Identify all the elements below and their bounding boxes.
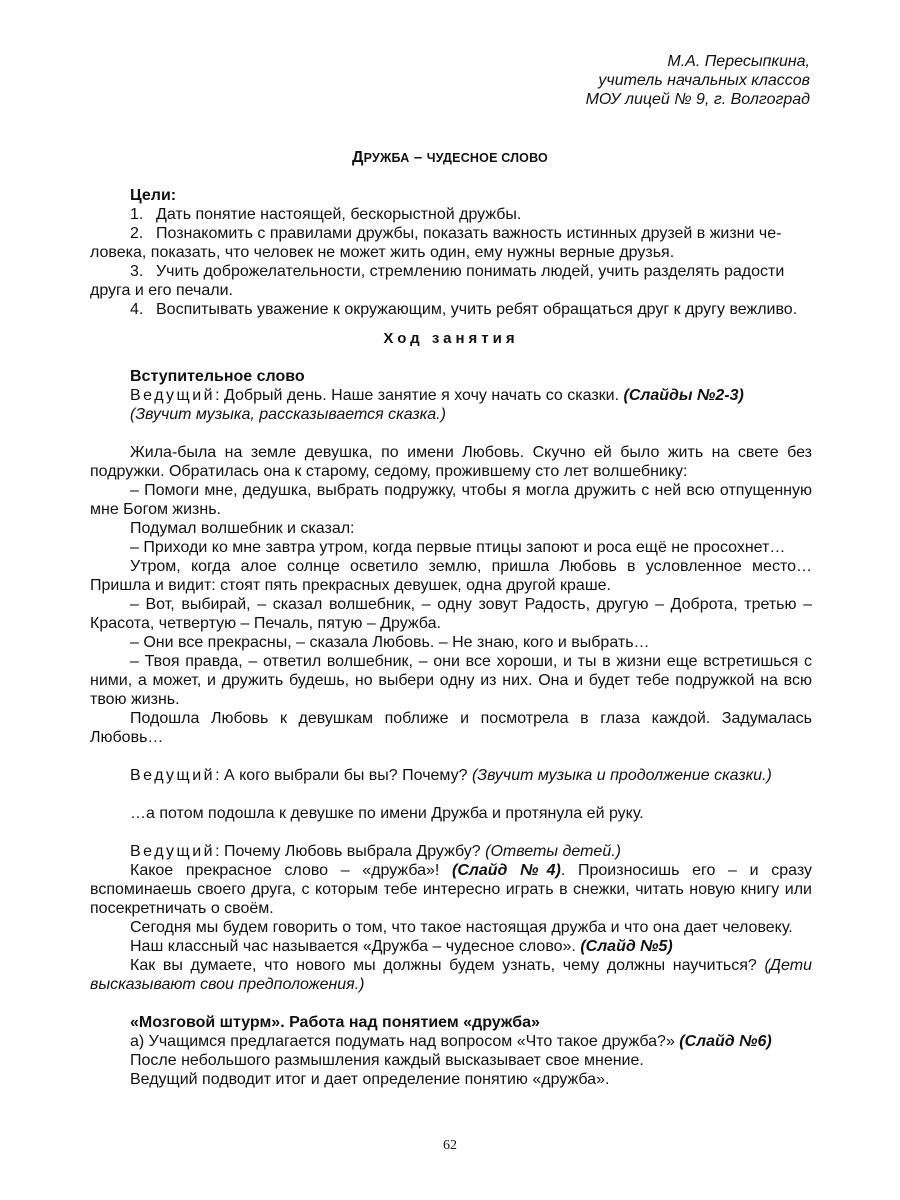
tale-paragraph: Утром, когда алое солнце осветило землю, пришла Любовь в условленное место… Пришла и видит: стоят пять прекрасных девушек, одна другой краше. xyxy=(90,558,812,594)
tale-paragraph: Жила-была на земле девушка, по имени Любовь. Скучно ей было жить на свете без подружки. Обратилась она к старому, седому, прожившему сто лет волшебнику: xyxy=(90,444,812,480)
paragraph: После небольшого размышления каждый высказывает свое мнение. xyxy=(130,1052,644,1069)
title-upper: РУЖБА xyxy=(363,151,410,165)
slide-ref: (Слайды №2-3) xyxy=(623,387,744,404)
stage-direction: (Звучит музыка и продолжение сказки.) xyxy=(471,767,772,784)
goals-heading: Цели: xyxy=(130,187,177,204)
paragraph: Как вы думаете, что нового мы должны будем узнать, чему должны научиться? (Дети высказывают свои предположения.) xyxy=(90,957,812,993)
host-question: Ведущий: А кого выбрали бы вы? Почему? (Звучит музыка и продолжение сказки.) xyxy=(130,767,772,784)
paragraph: а) Учащимся предлагается подумать над вопросом «Что такое дружба?» (Слайд №6) xyxy=(130,1033,772,1050)
tale-paragraph: – Вот, выбирай, – сказал волшебник, – одну зовут Радость, другую – Доброта, третью – Красота, четвертую – Печаль, пятую – Дружба. xyxy=(90,596,812,632)
tale-paragraph: – Они все прекрасны, – сказала Любовь. – Не знаю, кого и выбрать… xyxy=(130,634,650,651)
host-label: Ведущий xyxy=(130,767,216,784)
document-title xyxy=(90,148,810,168)
stage-direction: (Звучит музыка, рассказывается сказка.) xyxy=(130,406,446,423)
paragraph: Сегодня мы будем говорить о том, что такое настоящая дружба и что она дает человеку. xyxy=(130,919,793,936)
paragraph: Какое прекрасное слово – «дружба»! (Слайд №4). Произносишь его – и сразу вспоминаешь своего друга, с которым тебе интересно играть в снежки, читать новую книгу или посекретничать о своём. xyxy=(90,862,812,917)
stage-direction: (Дети высказывают свои предположения.) xyxy=(90,957,812,993)
page-number: 62 xyxy=(443,1138,457,1153)
course-title: Ход занятия xyxy=(383,330,519,347)
paragraph: Наш классный час называется «Дружба – чудесное слово». (Слайд №5) xyxy=(130,938,673,955)
tale-paragraph: – Помоги мне, дедушка, выбрать подружку, чтобы я могла дружить с ней всю отпущенную мне Богом жизнь. xyxy=(90,482,812,518)
goal-item: 4. Воспитывать уважение к окружающим, учить ребят обращаться друг к другу вежливо. xyxy=(130,301,798,318)
slide-ref: (Слайд №5) xyxy=(580,938,673,955)
host-question: Ведущий: Почему Любовь выбрала Дружбу? (Ответы детей.) xyxy=(130,843,621,860)
intro-line: Ведущий: Добрый день. Наше занятие я хочу начать со сказки. (Слайды №2-3) xyxy=(130,387,744,404)
author-position: учитель начальных классов xyxy=(598,72,810,89)
document-body xyxy=(90,186,812,1089)
author-block xyxy=(586,52,810,109)
stage-direction: (Ответы детей.) xyxy=(485,843,621,860)
title-small: ЧУДЕСНОЕ СЛОВО xyxy=(426,151,548,165)
tale-ending: …а потом подошла к девушке по имени Дружба и протянула ей руку. xyxy=(130,805,644,822)
author-school: МОУ лицей № 9, г. Волгоград xyxy=(585,91,810,108)
intro-heading: Вступительное слово xyxy=(130,368,305,385)
tale-paragraph: – Приходи ко мне завтра утром, когда первые птицы запоют и роса ещё не просохнет… xyxy=(130,539,786,556)
tale-paragraph: Подумал волшебник и сказал: xyxy=(130,520,355,537)
slide-ref: (Слайд №6) xyxy=(679,1033,772,1050)
slide-ref: (Слайд №4) xyxy=(452,862,561,879)
title-capital: Д xyxy=(352,149,364,166)
goal-item: 1. Дать понятие настоящей, бескорыстной дружбы. xyxy=(130,206,522,223)
goal-item: 3. Учить доброжелательности, стремлению понимать людей, учить разделять радости xyxy=(130,263,785,280)
host-label: Ведущий xyxy=(130,387,216,404)
brainstorm-heading: «Мозговой штурм». Работа над понятием «дружба» xyxy=(130,1014,540,1031)
tale-paragraph: – Твоя правда, – ответил волшебник, – они все хороши, и ты в жизни еще встретишься с ними, а может, и дружить будешь, но выбери одну из них. Она и будет тебе подружкой на всю твою жизнь. xyxy=(90,653,812,708)
goal-item-continuation: ловека, показать, что человек не может жить один, ему нужны верные друзья. xyxy=(90,244,675,261)
paragraph: Ведущий подводит итог и дает определение понятию «дружба». xyxy=(130,1071,610,1088)
tale-paragraph: Подошла Любовь к девушкам поближе и посмотрела в глаза каждой. Задумалась Любовь… xyxy=(90,710,812,746)
title-dash: – xyxy=(409,149,427,166)
goal-item: 2. Познакомить с правилами дружбы, показать важность истинных друзей в жизни че- xyxy=(130,225,782,242)
goal-item-continuation: друга и его печали. xyxy=(90,282,233,299)
author-name: М.А. Пересыпкина, xyxy=(667,53,810,70)
host-label: Ведущий xyxy=(130,843,216,860)
